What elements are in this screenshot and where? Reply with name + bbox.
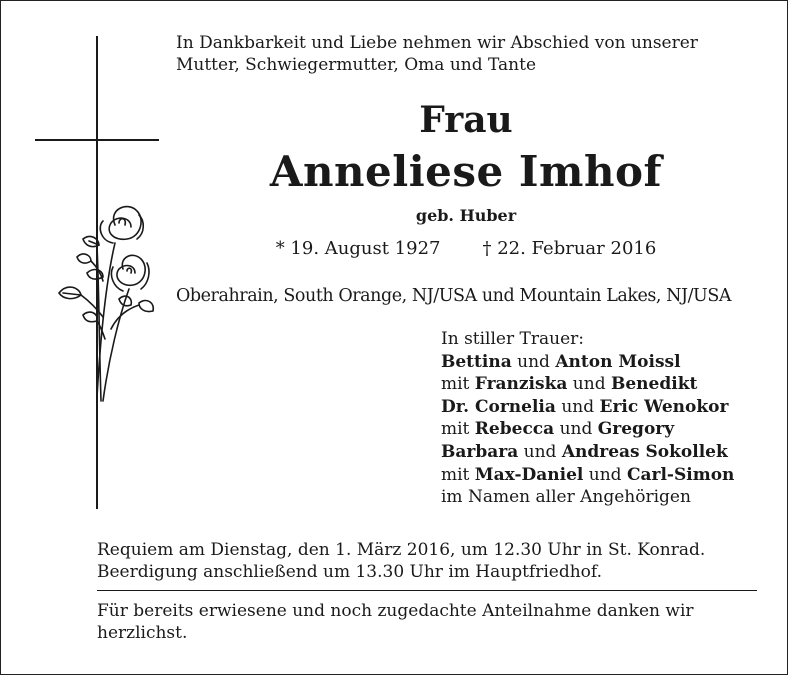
mourners-list: [441, 328, 781, 509]
roses-icon: [53, 197, 157, 403]
mourners-header: In stiller Trauer:: [441, 329, 584, 349]
life-dates: [161, 237, 771, 261]
thanks-line-2: herzlichst.: [97, 623, 188, 643]
thanks-line-1: Für bereits erwiesene und noch zugedachte Anteilnahme danken wir: [97, 601, 694, 621]
thanks-text: [97, 600, 757, 644]
mourner-line: Bettina und Anton Moissl: [441, 351, 681, 372]
birth-date: * 19. August 1927: [275, 238, 441, 259]
requiem-line-2: Beerdigung anschließend um 13.30 Uhr im Hauptfriedhof.: [97, 562, 602, 582]
mourners-footer: im Namen aller Angehörigen: [441, 487, 691, 508]
mourner-line: mit Rebecca und Gregory: [441, 419, 675, 440]
intro-text: [176, 32, 756, 76]
divider: [97, 590, 757, 591]
salutation: Frau: [419, 99, 513, 141]
requiem-line-1: Requiem am Dienstag, den 1. März 2016, um 12.30 Uhr in St. Konrad.: [97, 540, 706, 560]
death-date: † 22. Februar 2016: [482, 238, 657, 259]
places: Oberahrain, South Orange, NJ/USA und Mountain Lakes, NJ/USA: [176, 286, 732, 306]
maiden-name: geb. Huber: [415, 206, 517, 225]
mourner-line: mit Max-Daniel und Carl-Simon: [441, 464, 735, 485]
requiem-info: [97, 539, 757, 583]
intro-line-1: In Dankbarkeit und Liebe nehmen wir Abschied von unserer: [176, 33, 698, 53]
intro-line-2: Mutter, Schwiegermutter, Oma und Tante: [176, 55, 537, 75]
mourner-line: Dr. Cornelia und Eric Wenokor: [441, 396, 729, 417]
mourner-line: mit Franziska und Benedikt: [441, 374, 698, 395]
cross-icon-bar: [35, 139, 159, 141]
mourner-line: Barbara und Andreas Sokollek: [441, 441, 728, 462]
deceased-name: Anneliese Imhof: [269, 147, 663, 196]
